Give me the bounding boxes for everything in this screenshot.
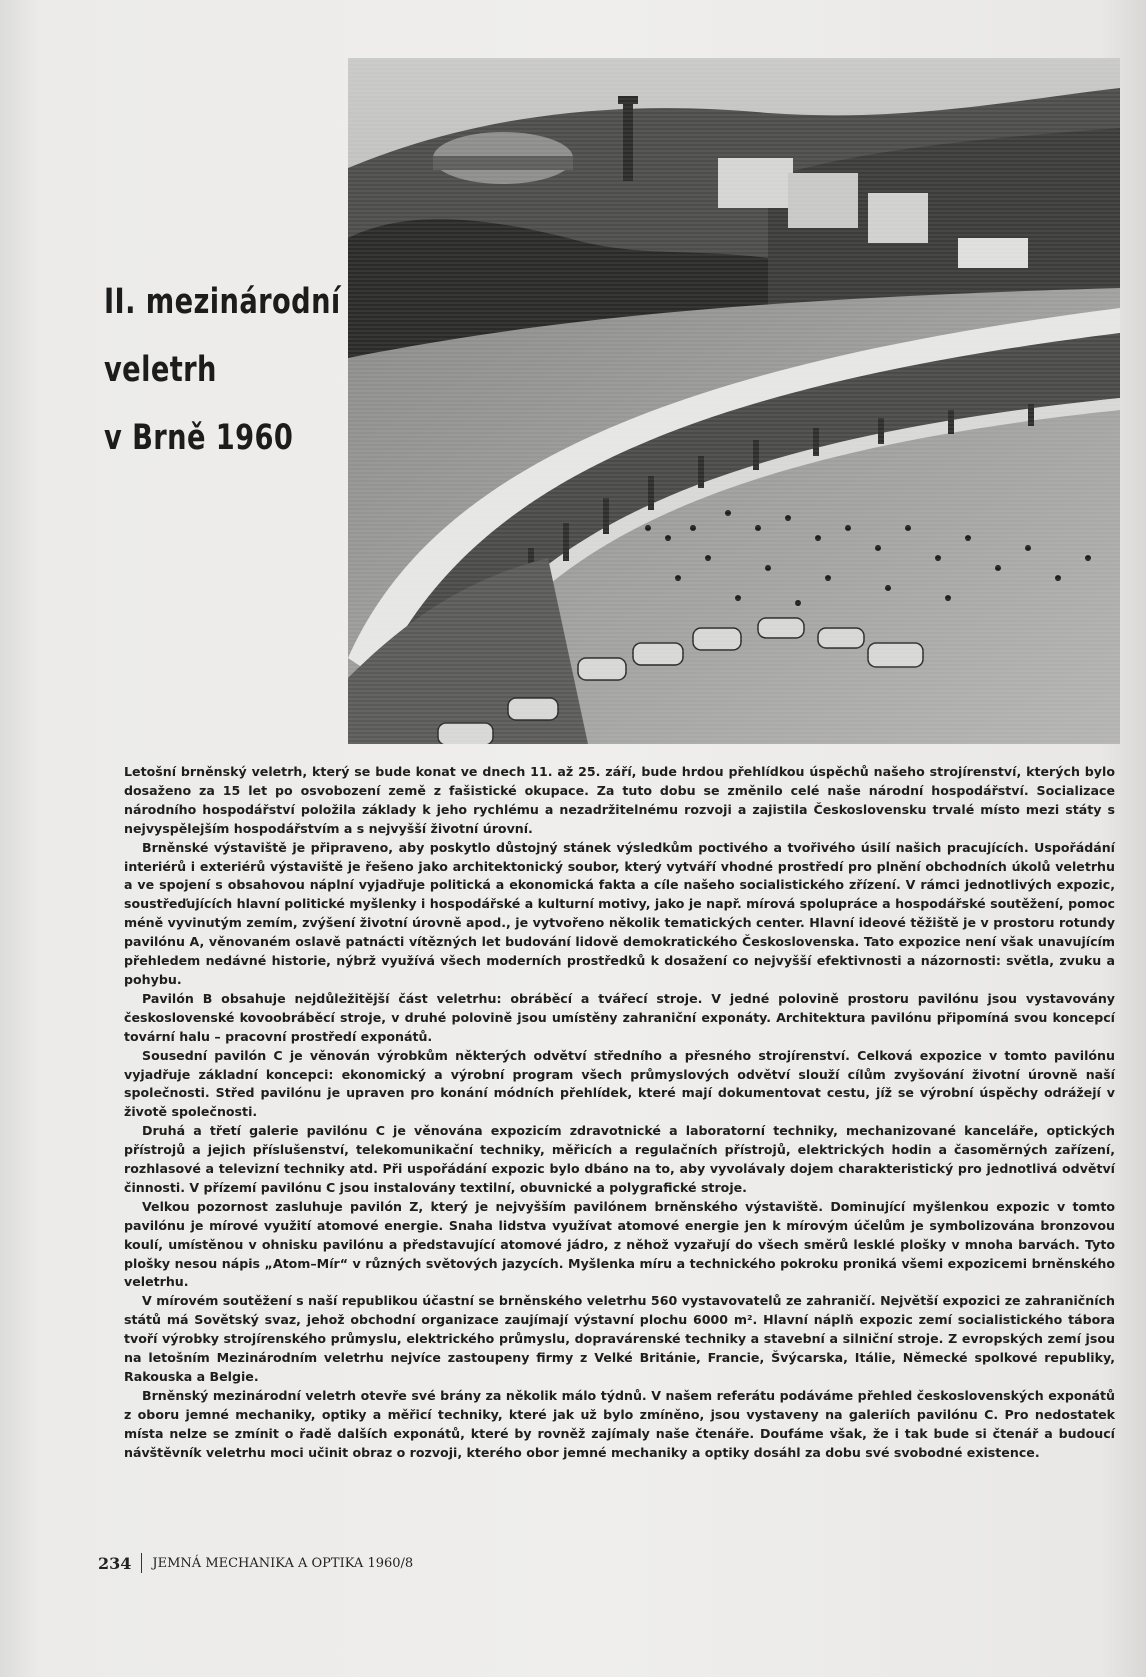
- page-footer: [98, 1553, 413, 1573]
- paragraph-7: V mírovém soutěžení s naší republikou účastní se brněnského veletrhu 560 vystavovatelů ze zahraničí. Největší expozici ze zahraničních států má Sovětský svaz, jehož obchodní organizace zaujímají výstavní plochu 6000 m². Hlavní náplň expozic zemí socialistického tábora tvoří výrobky strojírenského průmyslu, elektrického průmyslu, dopravárenské techniky a stavební a silniční stroje. Z evropských zemí jsou na letošním Mezinárodním veletrhu nejvíce zastoupeny firmy z Velké Británie, Francie, Švýcarska, Itálie, Německé spolkové republiky, Rakouska a Belgie.: [124, 1293, 1115, 1384]
- paragraph-6: Velkou pozornost zasluhuje pavilón Z, který je nejvyšším pavilónem brněnského výstaviště. Dominující myšlenkou expozic v tomto pavilónu je mírové využití atomové energie. Snaha lidstva využívat atomové energie jen k mírovým účelům je symbolizována bronzovou koulí, umístěnou v ohnisku pavilónu a představující atomové jádro, z něhož vyzařují do všech směrů lesklé plošky v mnoha barvách. Tyto plošky nesou nápis „Atom–Mír“ v různých světových jazycích. Myšlenka míru a technického pokroku proniká všemi expozicemi brněnského veletrhu.: [124, 1198, 1115, 1290]
- article-body: [124, 763, 1115, 1463]
- paragraph-2: Brněnské výstaviště je připraveno, aby poskytlo důstojný stánek výsledkům poctivého a tvořivého úsilí našich pracujících. Uspořádání interiérů i exteriérů výstaviště je řešeno jako architektonický soubor, který vytváří vhodné prostředí pro plnění obchodních úkolů veletrhu a ve spojení s obsahovou náplní vyjadřuje politická a ekonomická fakta a cíle našeho socialistického zřízení. V rámci jednotlivých expozic, soustřeďujících hlavní politické myšlenky i hospodářské a kulturní motivy, jako je např. mírová spolupráce a hospodářské soutěžení, pomoc méně vyvinutým zemím, zvýšení životní úrovně apod., je vytvořeno několik tematických center. Hlavní ideové těžiště je v prostoru rotundy pavilónu A, věnovaném oslavě patnácti vítězných let budování lidově demokratického Československa. Tato expozice není však unavujícím přehledem nedávné historie, nýbrž využívá všech moderních prostředků k dosažení co nejvyšší efektivnosti a názornosti: světla, zvuku a pohybu.: [124, 839, 1115, 987]
- paragraph-1: Letošní brněnský veletrh, který se bude konat ve dnech 11. až 25. září, bude hrdou přehlídkou úspěchů našeho strojírenství, kterých bylo dosaženo za 15 let po osvobození země z fašistické okupace. Za tuto dobu se změnilo celé naše národní hospodářství. Socializace národního hospodářství položila základy k jeho rychlému a nezadržitelnému rozvoji a zajistila Československu trvalé místo mezi státy s nejvyspělejším hospodářstvím a s nejvyšší životní úrovní.: [124, 764, 1115, 836]
- paragraph-8: Brněnský mezinárodní veletrh otevře své brány za několik málo týdnů. V našem referátu podáváme přehled československých exponátů z oboru jemné mechaniky, optiky a měřicí techniky, které jak už bylo zmíněno, jsou vystaveny na galeriích pavilónu C. Pro nedostatek místa nelze se zmínit o řadě dalších exponátů, které by rovněž zajímaly naše čtenáře. Doufáme však, že i tak bude si čtenář a budoucí návštěvník veletrhu moci učinit obraz o rozvoji, kterého obor jemné mechaniky a optiky dosáhl za dobu své svobodné existence.: [124, 1387, 1115, 1460]
- fairground-photo: [348, 58, 1120, 744]
- title-line-2: veletrh: [104, 350, 217, 390]
- paragraph-3: Pavilón B obsahuje nejdůležitější část veletrhu: obráběcí a tvářecí stroje. V jedné polovině prostoru pavilónu jsou vystavovány československé kovoobráběcí stroje, v druhé polovině jsou umístěny zahraniční exponáty. Architektura pavilónu připomíná svou koncepcí tovární halu – pracovní prostředí exponátů.: [124, 990, 1115, 1044]
- paragraph-5: Druhá a třetí galerie pavilónu C je věnována expozicím zdravotnické a laboratorní techniky, mechanizované kanceláře, optických přístrojů a jejich příslušenství, telekomunikační techniky, měřicích a regulačních přístrojů, elektrických hodin a časoměrných zařízení, rozhlasové a televizní techniky atd. Při uspořádání expozic bylo dbáno na to, aby vyvolávaly dojem charakteristický pro jednotlivá odvětví činnosti. V přízemí pavilónu C jsou instalovány textilní, obuvnické a polygrafické stroje.: [124, 1123, 1115, 1195]
- title-line-1: II. mezinárodní: [104, 282, 341, 322]
- page-number: 234: [98, 1553, 132, 1573]
- paragraph-4: Sousední pavilón C je věnován výrobkům některých odvětví středního a přesného strojírenství. Celková expozice v tomto pavilónu vyjadřuje základní koncepci: ekonomický a výrobní program všech průmyslových odvětví slouží cílům zvyšování životní úrovně naší společnosti. Střed pavilónu je upraven pro konání módních přehlídek, které mají dokumentovat cestu, jíž se výrobní úspěchy odrážejí v životě společnosti.: [124, 1047, 1115, 1120]
- footer-divider: [141, 1553, 142, 1573]
- journal-name: JEMNÁ MECHANIKA A OPTIKA 1960/8: [152, 1555, 414, 1571]
- article-title: [104, 268, 341, 472]
- title-line-3: v Brně 1960: [104, 418, 294, 458]
